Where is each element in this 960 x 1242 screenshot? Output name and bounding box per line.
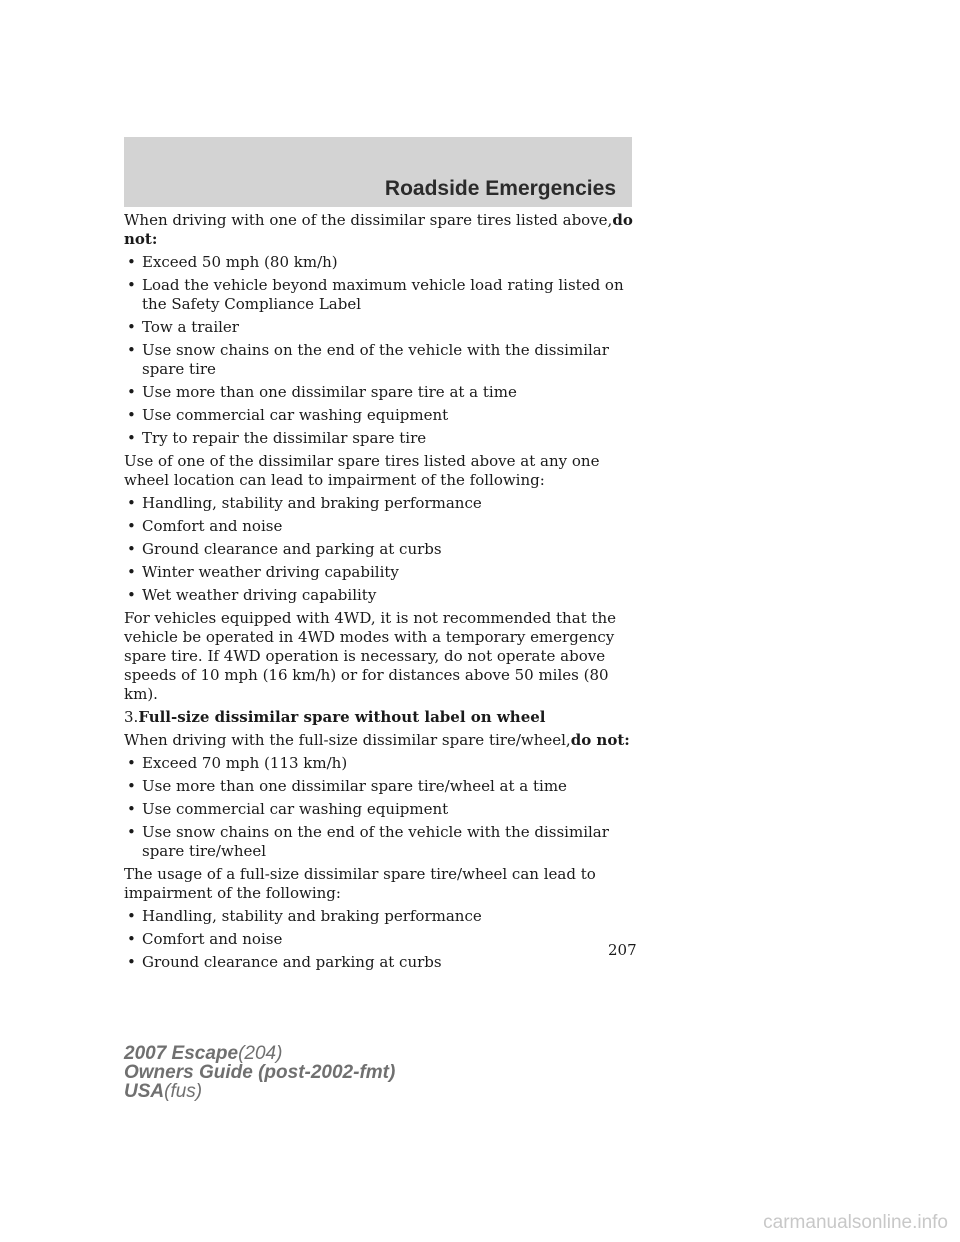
page-number: 207 (608, 941, 637, 959)
bullet-icon: • (127, 777, 136, 795)
list-item: • Exceed 50 mph (80 km/h) (127, 253, 338, 271)
page-content (124, 207, 634, 972)
bullet-icon: • (127, 253, 136, 271)
footer-model-line: 2007 Escape(204) (124, 1043, 283, 1064)
bullet-icon: • (127, 406, 136, 424)
impairment-list (124, 490, 634, 605)
list-item: • Tow a trailer (127, 318, 239, 336)
full-size-impairment-list (124, 903, 634, 972)
document-footer (124, 1044, 395, 1101)
bullet-icon: • (127, 341, 136, 359)
full-size-impairment-paragraph: The usage of a full-size dissimilar spare tire/wheel can lead to impairment of the following: (124, 865, 596, 902)
list-item: • Wet weather driving capability (127, 586, 377, 604)
footer-market-line: USA(fus) (124, 1081, 203, 1102)
list-item: • Handling, stability and braking performance (127, 494, 482, 512)
list-item: • Comfort and noise (127, 517, 283, 535)
list-item: • Exceed 70 mph (113 km/h) (127, 754, 348, 772)
bullet-icon: • (127, 494, 136, 512)
impairment-paragraph: Use of one of the dissimilar spare tires listed above at any one wheel location can lead to impairment of the following: (124, 452, 600, 489)
list-item: • Ground clearance and parking at curbs (127, 540, 442, 558)
section-title: Roadside Emergencies (384, 177, 616, 200)
bullet-icon: • (127, 540, 136, 558)
bullet-icon: • (127, 276, 136, 294)
list-item: • Load the vehicle beyond maximum vehicle load rating listed on the Safety Compliance Label (127, 276, 624, 313)
list-item: • Winter weather driving capability (127, 563, 399, 581)
list-item: • Use more than one dissimilar spare tire/wheel at a time (127, 777, 567, 795)
full-size-restrictions-list (124, 750, 634, 861)
bullet-icon: • (127, 907, 136, 925)
list-item: • Use snow chains on the end of the vehicle with the dissimilar spare tire/wheel (127, 823, 609, 860)
4wd-paragraph: For vehicles equipped with 4WD, it is not recommended that the vehicle be operated in 4WD modes with a temporary emergency spare tire. If 4WD operation is necessary, do not operate above speeds of 10 mph (16 km/h) or for distances above 50 miles (80 km). (124, 609, 617, 703)
footer-guide-line: Owners Guide (post-2002-fmt) (124, 1062, 396, 1083)
section-header-band (124, 137, 632, 207)
list-item: • Ground clearance and parking at curbs (127, 953, 442, 971)
list-item: • Use snow chains on the end of the vehicle with the dissimilar spare tire (127, 341, 609, 378)
bullet-icon: • (127, 930, 136, 948)
bullet-icon: • (127, 318, 136, 336)
list-item: • Comfort and noise (127, 930, 283, 948)
list-item: • Handling, stability and braking performance (127, 907, 482, 925)
bullet-icon: • (127, 429, 136, 447)
list-item: • Use more than one dissimilar spare tire at a time (127, 383, 517, 401)
bullet-icon: • (127, 800, 136, 818)
bullet-icon: • (127, 517, 136, 535)
bullet-icon: • (127, 754, 136, 772)
full-size-intro-paragraph: When driving with the full-size dissimilar spare tire/wheel,do not: (124, 731, 630, 749)
restrictions-list (124, 249, 634, 448)
list-item: • Use commercial car washing equipment (127, 406, 449, 424)
bullet-icon: • (127, 383, 136, 401)
bullet-icon: • (127, 953, 136, 971)
site-watermark: carmanualsonline.info (763, 1212, 948, 1233)
bullet-icon: • (127, 586, 136, 604)
list-item: • Use commercial car washing equipment (127, 800, 449, 818)
bullet-icon: • (127, 563, 136, 581)
item-3-heading: 3.Full-size dissimilar spare without label on wheel (124, 708, 546, 726)
list-item: • Try to repair the dissimilar spare tire (127, 429, 427, 447)
intro-paragraph: When driving with one of the dissimilar spare tires listed above,do not: (124, 211, 633, 248)
bullet-icon: • (127, 823, 136, 841)
